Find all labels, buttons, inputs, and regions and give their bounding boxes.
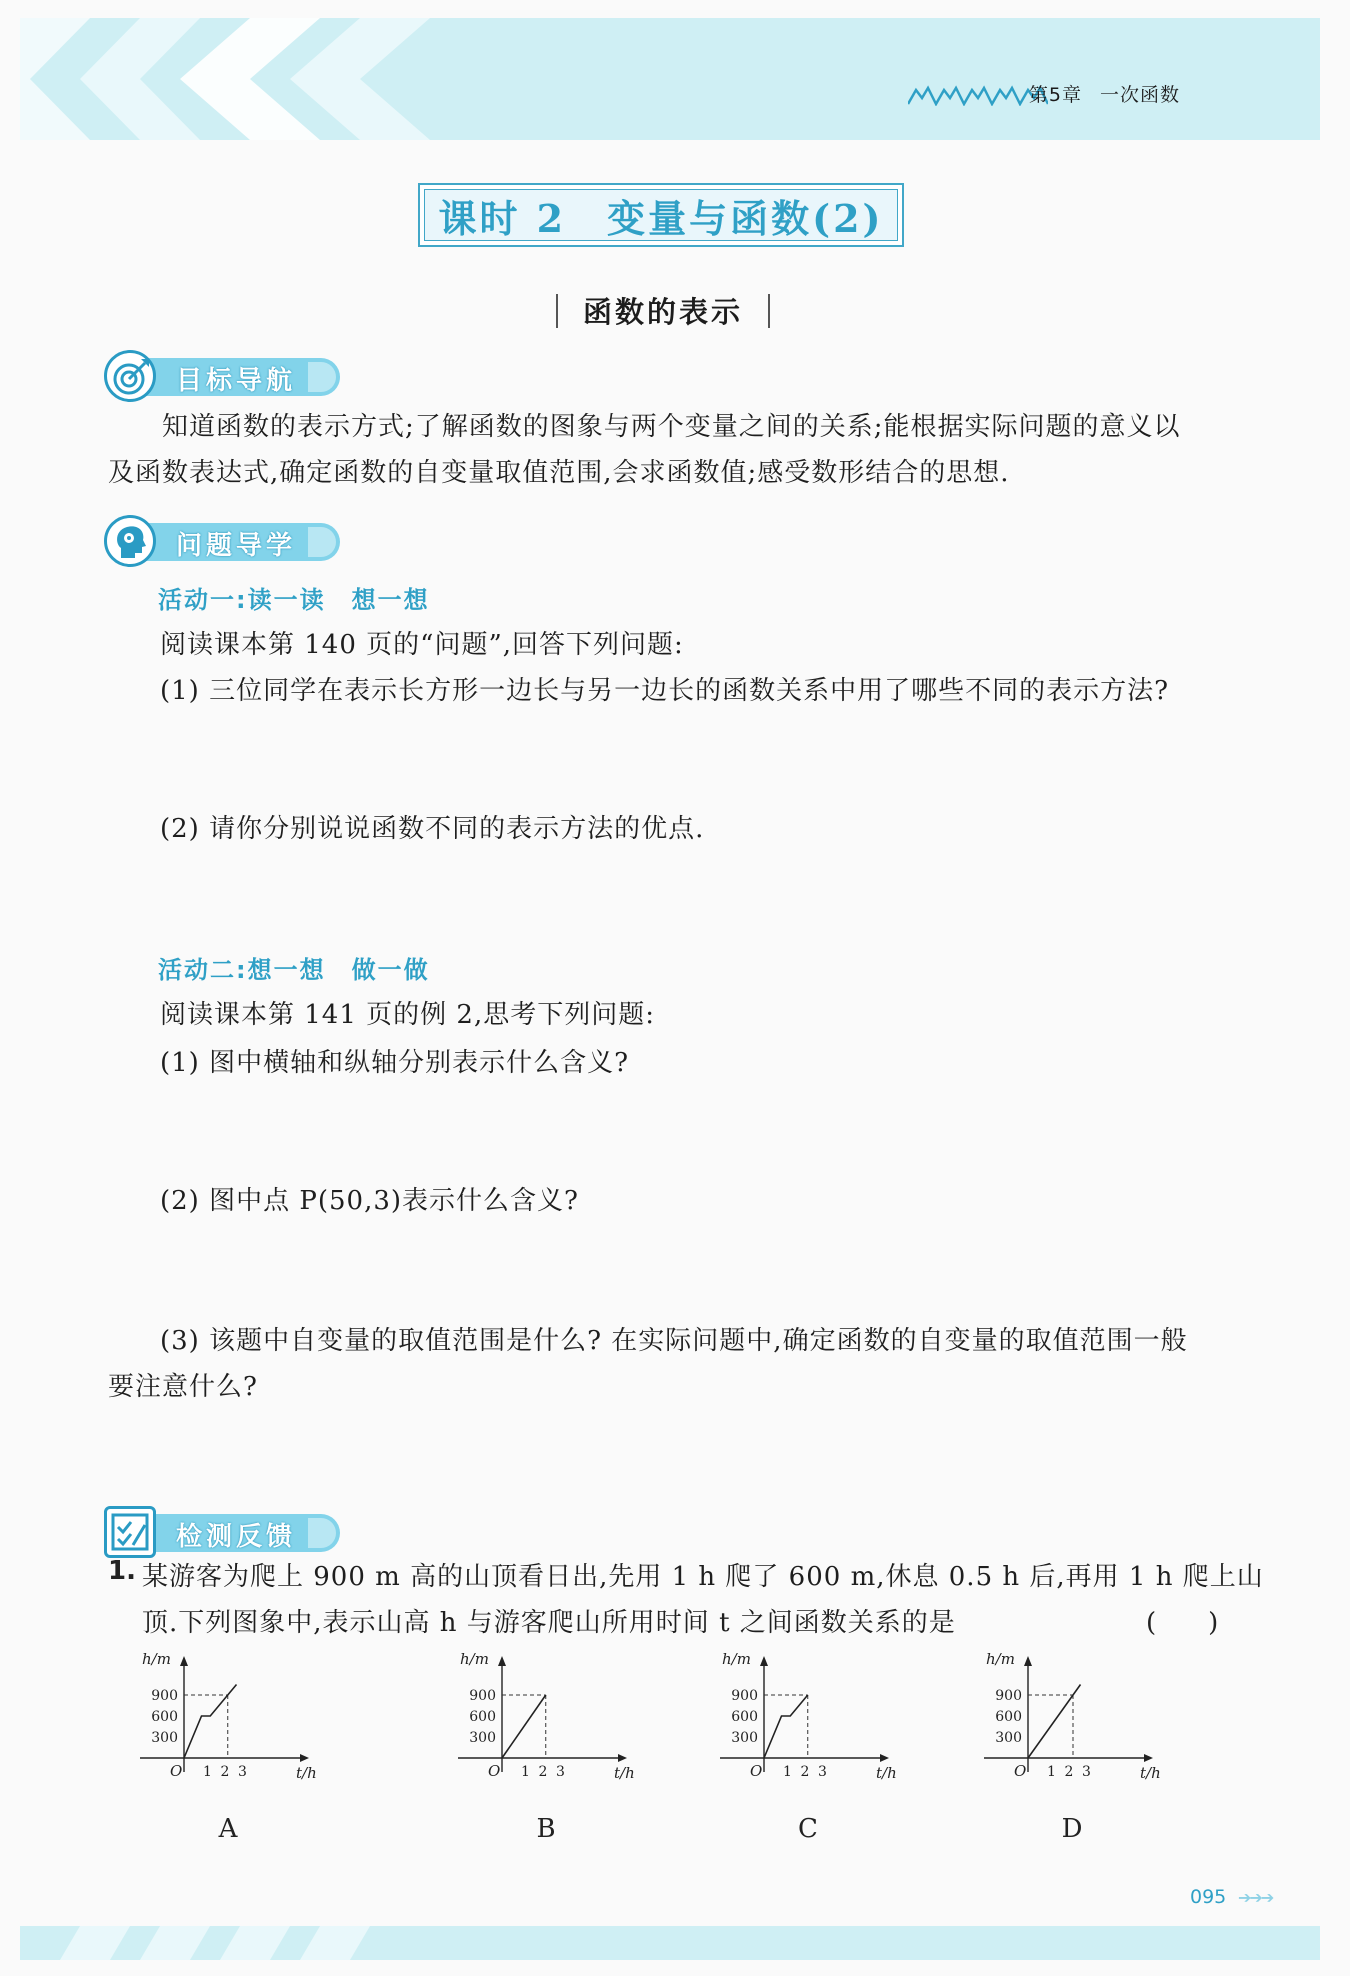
x-tick-label: 2 (538, 1764, 548, 1780)
x-tick-label: 3 (818, 1764, 827, 1780)
y-tick-label: 900 (469, 1688, 496, 1704)
origin-label: O (170, 1762, 183, 1780)
y-tick-label: 900 (995, 1688, 1022, 1704)
x-tick-label: 2 (800, 1764, 810, 1780)
badge-label: 目标导航 (176, 366, 297, 396)
objectives-badge (104, 350, 344, 400)
graph-d-svg (984, 1650, 1184, 1800)
origin-label: O (1014, 1762, 1027, 1780)
function-line (502, 1695, 546, 1758)
y-axis-arrow (760, 1656, 768, 1666)
target-icon (104, 350, 156, 402)
function-line (184, 1685, 237, 1759)
x-axis-label: t/h (296, 1764, 317, 1782)
x-tick-label: 1 (783, 1764, 792, 1780)
y-axis-arrow (498, 1656, 506, 1666)
x-axis-label: t/h (876, 1764, 897, 1782)
x-tick-label: 3 (1082, 1764, 1091, 1780)
objectives-line-1: 知道函数的表示方式;了解函数的图象与两个变量之间的关系;能根据实际问题的意义以 (162, 412, 1181, 442)
x-axis-label: t/h (614, 1764, 635, 1782)
question-line-2: 顶.下列图象中,表示山高 h 与游客爬山所用时间 t 之间函数关系的是 (142, 1608, 956, 1638)
y-tick-label: 600 (731, 1709, 758, 1725)
activity-1-question-1: (1) 三位同学在表示长方形一边长与另一边长的函数关系中用了哪些不同的表示方法? (160, 676, 1170, 706)
graph-b (458, 1650, 658, 1800)
head-gear-icon (104, 515, 156, 567)
activity-2-title: 活动二:想一想 做一做 (158, 956, 430, 984)
lesson-title-box (418, 183, 904, 247)
badge-label: 检测反馈 (176, 1522, 297, 1552)
x-tick-label: 1 (1047, 1764, 1056, 1780)
activity-2-question-3-line-1: (3) 该题中自变量的取值范围是什么? 在实际问题中,确定函数的自变量的取值范围一般 (160, 1326, 1188, 1356)
y-axis-label: h/m (460, 1650, 489, 1668)
answer-parentheses: ( ) (1146, 1608, 1219, 1638)
graph-b-svg (458, 1650, 658, 1800)
question-line-1: 某游客为爬上 900 m 高的山顶看日出,先用 1 h 爬了 600 m,休息 0.5 h 后,再用 1 h 爬上山 (142, 1562, 1264, 1592)
activity-1-intro: 阅读课本第 140 页的“问题”,回答下列问题: (160, 630, 684, 660)
x-tick-label: 1 (203, 1764, 212, 1780)
x-axis-arrow (1144, 1754, 1153, 1762)
x-tick-label: 1 (521, 1764, 530, 1780)
x-tick-label: 3 (556, 1764, 565, 1780)
chapter-header (1011, 80, 1180, 107)
y-axis-label: h/m (142, 1650, 171, 1668)
graph-c-svg (720, 1650, 920, 1800)
header-band (20, 18, 1320, 140)
y-axis-arrow (1024, 1656, 1032, 1666)
graph-d (984, 1650, 1184, 1800)
badge-label: 问题导学 (176, 531, 297, 561)
y-tick-label: 900 (731, 1688, 758, 1704)
x-axis-label: t/h (1140, 1764, 1161, 1782)
feedback-badge (104, 1506, 344, 1556)
y-tick-label: 300 (731, 1730, 758, 1746)
function-line (764, 1695, 808, 1758)
chapter-number: 第5章 (1028, 84, 1082, 106)
footer-band (20, 1926, 1320, 1960)
chevron-decoration-icon (20, 18, 580, 140)
x-axis-arrow (880, 1754, 889, 1762)
origin-label: O (488, 1762, 501, 1780)
option-label-d: D (1061, 1814, 1083, 1844)
guided-badge (104, 515, 344, 565)
activity-1-question-2: (2) 请你分别说说函数不同的表示方法的优点. (160, 814, 705, 844)
graph-a-svg (140, 1650, 340, 1800)
y-tick-label: 600 (995, 1709, 1022, 1725)
y-axis-label: h/m (722, 1650, 751, 1668)
option-label-c: C (798, 1814, 818, 1844)
y-axis-arrow (180, 1656, 188, 1666)
activity-2-question-1: (1) 图中横轴和纵轴分别表示什么含义? (160, 1048, 630, 1078)
y-tick-label: 900 (151, 1688, 178, 1704)
activity-2-intro: 阅读课本第 141 页的例 2,思考下列问题: (160, 1000, 655, 1030)
graph-c (720, 1650, 920, 1800)
y-tick-label: 300 (151, 1730, 178, 1746)
option-label-b: B (536, 1814, 556, 1844)
x-axis-arrow (618, 1754, 627, 1762)
lesson-title: 课时 2 变量与函数(2) (424, 189, 898, 241)
origin-label: O (750, 1762, 763, 1780)
activity-1-title: 活动一:读一读 想一想 (158, 586, 430, 614)
x-axis-arrow (300, 1754, 309, 1762)
chapter-title: 一次函数 (1099, 84, 1180, 106)
option-label-a: A (218, 1814, 238, 1844)
activity-2-question-2: (2) 图中点 P(50,3)表示什么含义? (160, 1186, 579, 1216)
x-tick-label: 2 (220, 1764, 230, 1780)
y-tick-label: 300 (995, 1730, 1022, 1746)
y-tick-label: 600 (469, 1709, 496, 1725)
y-tick-label: 300 (469, 1730, 496, 1746)
activity-2-question-3-line-2: 要注意什么? (108, 1372, 258, 1402)
objectives-line-2: 及函数表达式,确定函数的自变量取值范围,会求函数值;感受数形结合的思想. (108, 458, 1010, 488)
graph-a (140, 1650, 340, 1800)
footer-stripes-icon (20, 1926, 1320, 1960)
x-tick-label: 3 (238, 1764, 247, 1780)
y-axis-label: h/m (986, 1650, 1015, 1668)
page-arrows-icon: ➔➔➔ (1238, 1888, 1273, 1907)
x-tick-label: 2 (1064, 1764, 1074, 1780)
y-tick-label: 600 (151, 1709, 178, 1725)
question-number: 1. (108, 1556, 136, 1586)
checklist-icon (104, 1506, 156, 1558)
section-subtitle: 函数的表示 (548, 290, 778, 331)
page-number: 095 (1190, 1886, 1227, 1908)
